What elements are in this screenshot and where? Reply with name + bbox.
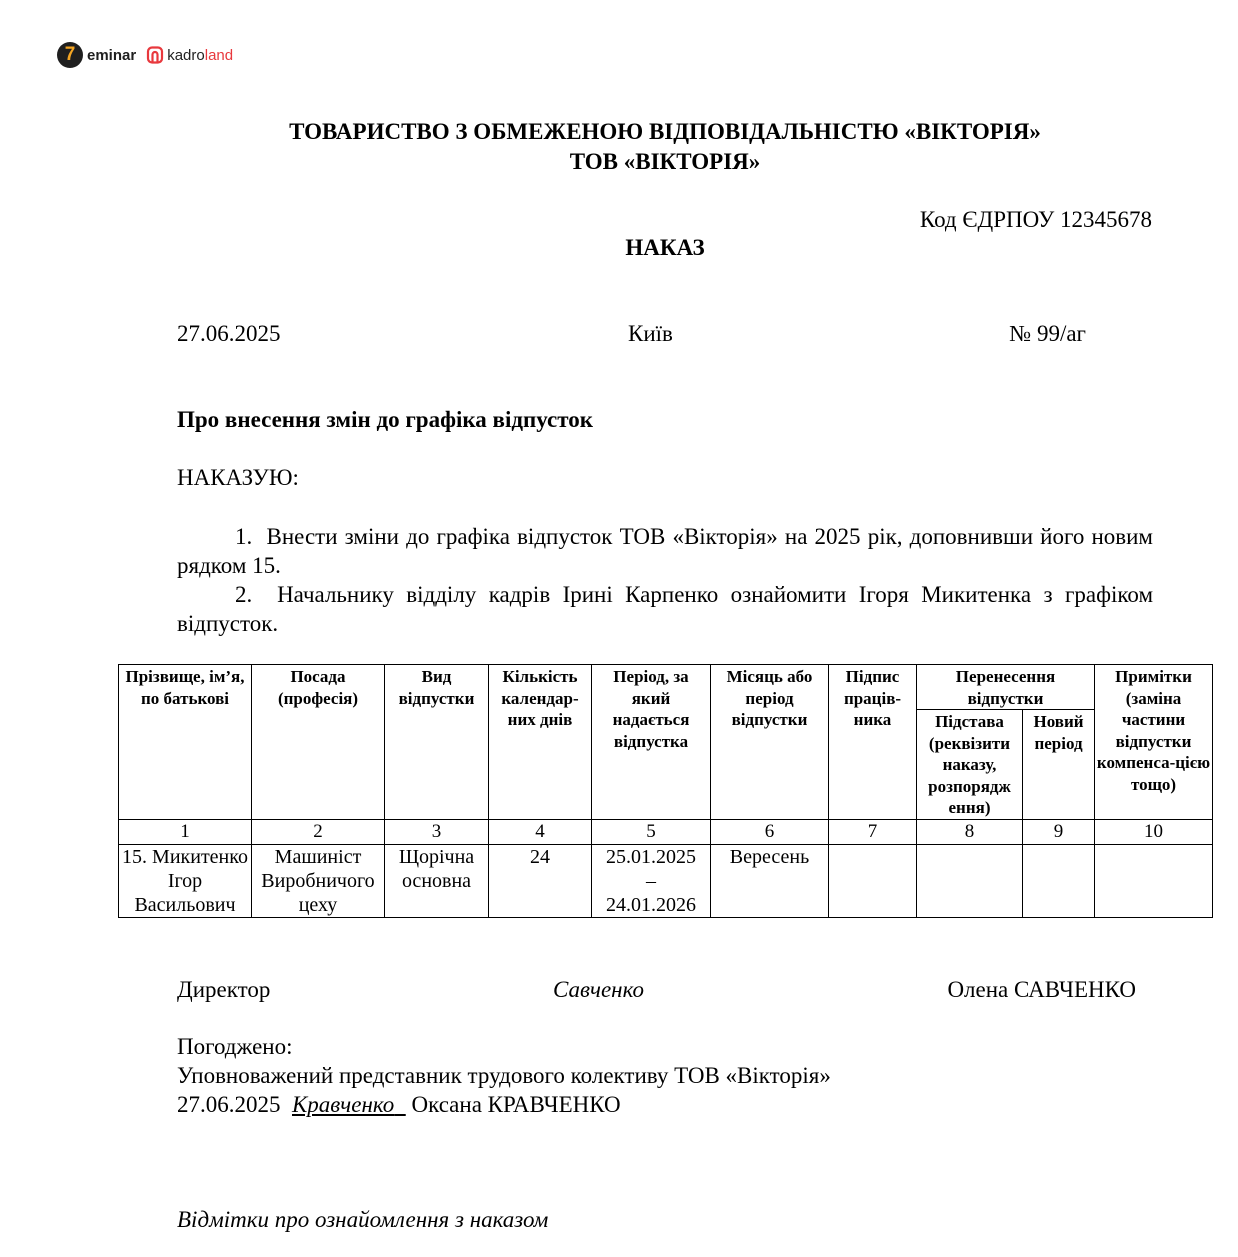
order-item-text: Внести зміни до графіка відпусток ТОВ «Вікторія» на 2025 рік, доповнивши його новим рядком 15. bbox=[177, 524, 1153, 578]
header-leave-type: Вид відпустки bbox=[385, 665, 489, 820]
column-number: 4 bbox=[489, 819, 592, 844]
acknowledgement-note: Відмітки про ознайомлення з наказом bbox=[177, 1207, 549, 1232]
order-item-number: 1. bbox=[235, 524, 253, 549]
order-item-2 bbox=[177, 580, 1153, 638]
cell-month: Вересень bbox=[711, 844, 829, 917]
order-subject: Про внесення змін до графіка відпусток bbox=[177, 407, 593, 432]
cell-line: Ігор bbox=[167, 869, 203, 892]
cell-line: Васильович bbox=[134, 893, 236, 916]
header-transfer: Перенесення відпустки bbox=[917, 665, 1095, 710]
company-short-name: ТОВ «ВІКТОРІЯ» bbox=[569, 149, 761, 174]
director-title: Директор bbox=[177, 977, 271, 1002]
cell-line: 15. Микитенко bbox=[122, 845, 248, 868]
approval-date: 27.06.2025 bbox=[177, 1092, 281, 1117]
company-full-name: ТОВАРИСТВО З ОБМЕЖЕНОЮ ВІДПОВІДАЛЬНІСТЮ «ВІКТОРІЯ» bbox=[289, 119, 1041, 144]
column-number: 1 bbox=[119, 819, 252, 844]
vacation-schedule-table bbox=[118, 664, 1213, 918]
header-name: Прізвище, ім’я, по батькові bbox=[119, 665, 252, 820]
header-logos bbox=[57, 42, 233, 68]
header-new-period: Новий період bbox=[1023, 710, 1095, 820]
column-number: 2 bbox=[252, 819, 385, 844]
column-number: 5 bbox=[592, 819, 711, 844]
header-month: Місяць або період відпустки bbox=[711, 665, 829, 820]
seminar-logo-text: eminar bbox=[87, 46, 137, 64]
column-number: 10 bbox=[1095, 819, 1213, 844]
approval-signature: Кравченко bbox=[292, 1092, 395, 1117]
order-city: Київ bbox=[628, 321, 673, 346]
director-signature: Савченко bbox=[553, 977, 644, 1002]
kadroland-logo-text-part1: kadro bbox=[167, 46, 205, 64]
cell-line: основна bbox=[401, 869, 472, 892]
header-days: Кількість календар-них днів bbox=[489, 665, 592, 820]
cell-signature bbox=[829, 844, 917, 917]
cell-line: 24.01.2026 bbox=[606, 893, 696, 916]
edrpou-code: Код ЄДРПОУ 12345678 bbox=[919, 207, 1152, 232]
cell-line: Виробничого bbox=[261, 869, 375, 892]
cell-new-period bbox=[1023, 844, 1095, 917]
order-item-number: 2. bbox=[235, 582, 253, 607]
column-number: 3 bbox=[385, 819, 489, 844]
order-number: № 99/аг bbox=[1009, 321, 1086, 346]
cell-period bbox=[592, 844, 711, 917]
column-number: 7 bbox=[829, 819, 917, 844]
kadroland-logo-icon bbox=[146, 46, 164, 64]
table-row bbox=[119, 844, 1213, 917]
column-number: 9 bbox=[1023, 819, 1095, 844]
order-item-text: Начальнику відділу кадрів Ірині Карпенко ознайомити Ігоря Микитенка з графіком відпусток. bbox=[177, 582, 1154, 636]
kadroland-logo-text-part2: land bbox=[204, 46, 234, 64]
header-position: Посада (професія) bbox=[252, 665, 385, 820]
document-title: НАКАЗ bbox=[625, 235, 705, 260]
cell-line: Машиніст bbox=[274, 845, 362, 868]
approval-label: Погоджено: bbox=[177, 1034, 293, 1059]
approval-name: Оксана КРАВЧЕНКО bbox=[411, 1092, 621, 1117]
cell-name bbox=[119, 844, 252, 917]
order-item-1 bbox=[177, 522, 1153, 580]
header-signature: Підпис праців-ника bbox=[829, 665, 917, 820]
order-date: 27.06.2025 bbox=[177, 321, 281, 346]
header-notes: Примітки (заміна частини відпустки компенса-цією тощо) bbox=[1095, 665, 1213, 820]
cell-line: – bbox=[646, 869, 656, 892]
cell-line: цеху bbox=[298, 893, 338, 916]
cell-days: 24 bbox=[489, 844, 592, 917]
cell-basis bbox=[917, 844, 1023, 917]
kadroland-logo bbox=[146, 46, 233, 64]
cell-notes bbox=[1095, 844, 1213, 917]
cell-leave-type bbox=[385, 844, 489, 917]
approval-representative: Уповноважений представник трудового колективу ТОВ «Вікторія» bbox=[177, 1063, 831, 1088]
column-number: 6 bbox=[711, 819, 829, 844]
seminar-logo-icon: 7 bbox=[57, 42, 83, 68]
director-name: Олена САВЧЕНКО bbox=[947, 977, 1136, 1002]
order-word: НАКАЗУЮ: bbox=[177, 465, 299, 490]
cell-line: 25.01.2025 bbox=[606, 845, 696, 868]
cell-position bbox=[252, 844, 385, 917]
header-basis: Підстава (реквізити наказу, розпорядж ення) bbox=[917, 710, 1023, 820]
approval-line bbox=[177, 1092, 621, 1118]
header-period: Період, за який надається відпустка bbox=[592, 665, 711, 820]
cell-line: Щорічна bbox=[398, 845, 475, 868]
column-number: 8 bbox=[917, 819, 1023, 844]
